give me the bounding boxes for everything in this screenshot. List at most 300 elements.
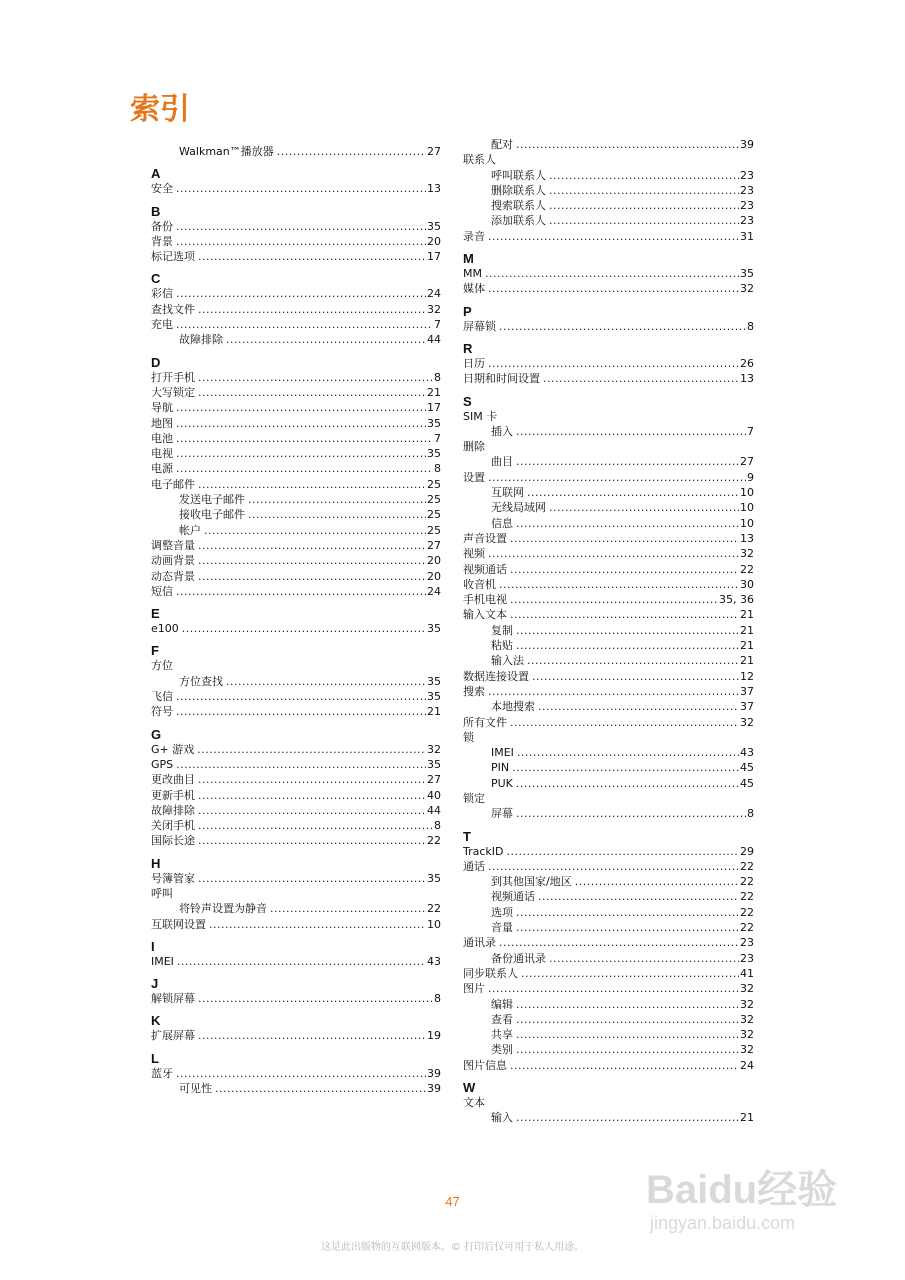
section-letter: E	[151, 606, 160, 622]
dot-leader	[549, 168, 739, 183]
dot-leader	[198, 833, 426, 848]
entry-term: 音量	[491, 921, 513, 935]
dot-leader	[512, 760, 739, 775]
dot-leader	[516, 905, 739, 920]
entry-term: IMEI	[491, 746, 514, 760]
entry-page: 44	[427, 333, 441, 347]
entry-term: TrackID	[463, 844, 504, 858]
entry-page: 8	[747, 807, 754, 821]
entry-term: PUK	[491, 776, 513, 790]
dot-leader	[177, 954, 426, 969]
entry-page: 25	[427, 477, 441, 491]
index-column-left	[151, 144, 441, 1096]
dot-leader	[510, 531, 739, 546]
entry-term: 更改曲目	[151, 773, 195, 787]
index-entry	[151, 538, 441, 553]
index-entry	[151, 621, 441, 636]
index-entry	[463, 409, 754, 424]
dot-leader	[516, 920, 739, 935]
section-letter: C	[151, 271, 161, 287]
entry-page: 8	[434, 992, 441, 1006]
entry-page: 22	[427, 902, 441, 916]
dot-leader	[517, 745, 739, 760]
entry-page: 35	[427, 447, 441, 461]
dot-leader	[198, 788, 426, 803]
dot-leader	[176, 1066, 426, 1081]
index-entry	[463, 356, 754, 371]
entry-page: 17	[427, 250, 441, 264]
entry-term: 设置	[463, 470, 485, 484]
entry-term: 接收电子邮件	[179, 508, 245, 522]
dot-leader	[516, 424, 746, 439]
dot-leader	[510, 562, 739, 577]
index-section	[151, 939, 441, 969]
dot-leader	[198, 477, 426, 492]
entry-page: 27	[427, 773, 441, 787]
entry-term: 图片	[463, 982, 485, 996]
entry-term: 打开手机	[151, 370, 195, 384]
dot-leader	[176, 689, 426, 704]
index-entry	[151, 400, 441, 415]
dot-leader	[516, 623, 739, 638]
index-entry	[463, 424, 754, 439]
dot-leader	[209, 917, 426, 932]
entry-page: 17	[427, 401, 441, 415]
dot-leader	[488, 470, 746, 485]
dot-leader	[198, 553, 426, 568]
index-section	[463, 304, 754, 334]
entry-term: 输入文本	[463, 608, 507, 622]
index-entry	[463, 745, 754, 760]
entry-term: 删除	[463, 440, 485, 454]
entry-page: 22	[427, 834, 441, 848]
watermark-logo: Baidu经验	[646, 1168, 838, 1212]
entry-term: 到其他国家/地区	[491, 875, 572, 889]
index-entry	[151, 431, 441, 446]
index-entry	[463, 935, 754, 950]
entry-page: 12	[740, 669, 754, 683]
entry-page: 45	[740, 761, 754, 775]
entry-term: 背景	[151, 234, 173, 248]
dot-leader	[215, 1081, 426, 1096]
section-letter: K	[151, 1013, 161, 1029]
index-section	[151, 976, 441, 1006]
index-entry	[151, 704, 441, 719]
entry-term: 复制	[491, 623, 513, 637]
index-entry	[463, 844, 754, 859]
entry-page: 32	[427, 302, 441, 316]
entry-page: 9	[747, 470, 754, 484]
entry-term: 输入	[491, 1111, 513, 1125]
index-entry	[463, 546, 754, 561]
entry-page: 37	[740, 700, 754, 714]
entry-term: 方位	[151, 659, 173, 673]
index-entry	[463, 905, 754, 920]
entry-page: 35, 36	[719, 593, 754, 607]
dot-leader	[499, 935, 739, 950]
entry-term: 号簿管家	[151, 871, 195, 885]
entry-page: 27	[740, 455, 754, 469]
entry-page: 35	[740, 267, 754, 281]
dot-leader	[549, 500, 739, 515]
entry-term: 手机电视	[463, 593, 507, 607]
dot-leader	[176, 286, 426, 301]
entry-page: 25	[427, 493, 441, 507]
index-entry	[463, 607, 754, 622]
section-letter: L	[151, 1050, 159, 1066]
index-entry	[151, 954, 441, 969]
index-entry	[151, 492, 441, 507]
index-section	[151, 355, 441, 599]
index-section	[151, 727, 441, 849]
dot-leader	[549, 183, 739, 198]
entry-page: 35	[427, 219, 441, 233]
index-entry	[151, 370, 441, 385]
entry-term: 故障排除	[151, 803, 195, 817]
entry-page: 31	[740, 229, 754, 243]
entry-page: 32	[740, 547, 754, 561]
entry-page: 22	[740, 890, 754, 904]
dot-leader	[510, 715, 739, 730]
entry-term: 电视	[151, 447, 173, 461]
entry-term: 日期和时间设置	[463, 372, 540, 386]
section-letter: S	[463, 393, 472, 409]
entry-page: 29	[740, 844, 754, 858]
index-section	[151, 643, 441, 719]
entry-page: 32	[740, 1043, 754, 1057]
index-entry	[463, 562, 754, 577]
entry-page: 23	[740, 951, 754, 965]
dot-leader	[198, 249, 426, 264]
index-entry	[463, 470, 754, 485]
index-entry	[463, 516, 754, 531]
entry-term: 编辑	[491, 997, 513, 1011]
dot-leader	[516, 137, 739, 152]
entry-page: 39	[427, 1066, 441, 1080]
entry-term: SIM 卡	[463, 409, 498, 423]
entry-term: 调整音量	[151, 538, 195, 552]
entry-term: 搜索联系人	[491, 199, 546, 213]
index-entry	[463, 319, 754, 334]
entry-page: 35	[427, 690, 441, 704]
index-entry	[463, 806, 754, 821]
entry-term: 搜索	[463, 684, 485, 698]
entry-page: 20	[427, 554, 441, 568]
dot-leader	[226, 332, 426, 347]
index-entry	[151, 477, 441, 492]
entry-page: 21	[740, 654, 754, 668]
entry-term: 屏幕锁	[463, 319, 496, 333]
index-entry	[463, 997, 754, 1012]
entry-page: 10	[740, 501, 754, 515]
section-letter: A	[151, 166, 161, 182]
dot-leader	[532, 669, 739, 684]
dot-leader	[499, 319, 746, 334]
dot-leader	[510, 592, 718, 607]
entry-term: 大写锁定	[151, 385, 195, 399]
index-entry	[151, 901, 441, 916]
dot-leader	[485, 266, 739, 281]
entry-term: 动画背景	[151, 554, 195, 568]
entry-term: 选项	[491, 905, 513, 919]
index-entry	[463, 371, 754, 386]
index-entry	[463, 653, 754, 668]
index-entry	[463, 638, 754, 653]
entry-term: 将铃声设置为静音	[179, 902, 267, 916]
dot-leader	[176, 704, 426, 719]
index-entry	[463, 920, 754, 935]
index-entry	[463, 791, 754, 806]
index-entry	[151, 144, 441, 159]
entry-page: 22	[740, 859, 754, 873]
section-letter: I	[151, 938, 155, 954]
index-entry	[463, 454, 754, 469]
entry-term: 所有文件	[463, 715, 507, 729]
dot-leader	[198, 871, 426, 886]
index-entry	[151, 302, 441, 317]
entry-term: 电池	[151, 431, 173, 445]
index-entry	[463, 183, 754, 198]
entry-page: 27	[427, 145, 441, 158]
dot-leader	[176, 584, 426, 599]
entry-page: 7	[434, 431, 441, 445]
index-entry	[151, 788, 441, 803]
dot-leader	[516, 1110, 739, 1125]
index-entry	[463, 168, 754, 183]
section-letter: F	[151, 643, 159, 659]
entry-page: 24	[740, 1058, 754, 1072]
section-letter: R	[463, 340, 473, 356]
index-entry	[151, 674, 441, 689]
dot-leader	[516, 454, 739, 469]
entry-page: 32	[740, 282, 754, 296]
index-entry	[463, 1042, 754, 1057]
dot-leader	[176, 317, 433, 332]
dot-leader	[521, 966, 739, 981]
entry-term: 信息	[491, 516, 513, 530]
dot-leader	[516, 638, 739, 653]
dot-leader	[176, 461, 433, 476]
entry-page: 41	[740, 966, 754, 980]
entry-page: 23	[740, 183, 754, 197]
entry-term: 导航	[151, 401, 173, 415]
section-letter: G	[151, 726, 162, 742]
entry-page: 23	[740, 199, 754, 213]
dot-leader	[204, 523, 426, 538]
dot-leader	[488, 281, 739, 296]
dot-leader	[488, 981, 739, 996]
index-entry	[151, 249, 441, 264]
entry-term: 扩展屏幕	[151, 1029, 195, 1043]
entry-term: 关闭手机	[151, 819, 195, 833]
dot-leader	[176, 400, 426, 415]
entry-page: 13	[427, 182, 441, 196]
entry-term: MM	[463, 267, 482, 281]
entry-term: 国际长途	[151, 834, 195, 848]
entry-page: 25	[427, 523, 441, 537]
entry-term: 屏幕	[491, 807, 513, 821]
index-entry	[151, 803, 441, 818]
index-entry	[463, 152, 754, 167]
entry-term: 更新手机	[151, 788, 195, 802]
index-entry	[151, 461, 441, 476]
footer-note: 这是此出版物的互联网版本。© 打印后仅可用于私人用途。	[320, 1242, 585, 1253]
entry-term: 备份	[151, 219, 173, 233]
entry-term: PIN	[491, 761, 510, 775]
index-entry	[463, 623, 754, 638]
index-entry	[463, 1027, 754, 1042]
index-entry	[151, 742, 441, 757]
page-number: 47	[445, 1194, 460, 1209]
entry-page: 39	[427, 1082, 441, 1096]
dot-leader	[248, 507, 426, 522]
dot-leader	[198, 991, 433, 1006]
index-entry	[151, 523, 441, 538]
dot-leader	[198, 772, 426, 787]
index-entry	[151, 757, 441, 772]
dot-leader	[575, 874, 739, 889]
entry-term: G+ 游戏	[151, 742, 195, 756]
dot-leader	[499, 577, 739, 592]
index-entry	[151, 507, 441, 522]
entry-term: 曲目	[491, 455, 513, 469]
entry-page: 8	[747, 319, 754, 333]
index-entry	[151, 584, 441, 599]
entry-page: 10	[427, 917, 441, 931]
entry-term: 类别	[491, 1043, 513, 1057]
index-entry	[151, 1028, 441, 1043]
entry-term: 飞信	[151, 690, 173, 704]
entry-page: 25	[427, 508, 441, 522]
index-entry	[463, 439, 754, 454]
entry-term: 本地搜索	[491, 700, 535, 714]
index-entry	[463, 966, 754, 981]
entry-page: 24	[427, 287, 441, 301]
dot-leader	[198, 538, 426, 553]
section-letter: M	[463, 251, 474, 267]
entry-term: 视频通话	[491, 890, 535, 904]
entry-page: 23	[740, 936, 754, 950]
entry-page: 21	[740, 608, 754, 622]
index-section	[463, 1080, 754, 1126]
entry-page: 23	[740, 168, 754, 182]
entry-page: 40	[427, 788, 441, 802]
index-section	[151, 166, 441, 196]
dot-leader	[488, 546, 739, 561]
index-section	[463, 251, 754, 297]
entry-page: 26	[740, 356, 754, 370]
entry-term: e100	[151, 622, 179, 636]
index-entry	[151, 772, 441, 787]
index-entry	[463, 531, 754, 546]
entry-term: IMEI	[151, 954, 174, 968]
index-entry	[151, 553, 441, 568]
entry-term: 配对	[491, 138, 513, 151]
dot-leader	[527, 653, 739, 668]
entry-page: 35	[427, 674, 441, 688]
index-entry	[463, 889, 754, 904]
page-title: 索引	[130, 92, 190, 127]
entry-term: 删除联系人	[491, 183, 546, 197]
entry-term: 短信	[151, 584, 173, 598]
entry-term: 添加联系人	[491, 214, 546, 228]
entry-term: 互联网	[491, 486, 524, 500]
dot-leader	[516, 806, 746, 821]
index-entry	[463, 684, 754, 699]
entry-term: 符号	[151, 705, 173, 719]
index-entry	[463, 715, 754, 730]
entry-term: 插入	[491, 424, 513, 438]
dot-leader	[176, 416, 426, 431]
dot-leader	[198, 385, 426, 400]
entry-page: 13	[740, 372, 754, 386]
index-entry	[463, 859, 754, 874]
entry-term: 查找文件	[151, 302, 195, 316]
entry-term: GPS	[151, 757, 174, 771]
entry-term: 联系人	[463, 153, 496, 167]
dot-leader	[248, 492, 426, 507]
index-entry	[463, 1012, 754, 1027]
dot-leader	[198, 818, 433, 833]
index-entry	[151, 991, 441, 1006]
index-section	[151, 856, 441, 932]
dot-leader	[176, 181, 426, 196]
index-section	[463, 137, 754, 244]
entry-term: 彩信	[151, 287, 173, 301]
entry-page: 10	[740, 486, 754, 500]
dot-leader	[176, 234, 426, 249]
entry-term: 方位查找	[179, 674, 223, 688]
entry-page: 13	[740, 531, 754, 545]
dot-leader	[277, 144, 426, 159]
index-entry	[463, 1095, 754, 1110]
dot-leader	[197, 742, 426, 757]
entry-page: 35	[427, 416, 441, 430]
entry-page: 21	[427, 705, 441, 719]
entry-page: 8	[434, 462, 441, 476]
index-entry	[463, 951, 754, 966]
entry-term: 呼叫联系人	[491, 168, 546, 182]
index-entry	[463, 730, 754, 745]
entry-term: 视频通话	[463, 562, 507, 576]
dot-leader	[516, 997, 739, 1012]
dot-leader	[198, 569, 426, 584]
entry-term: 发送电子邮件	[179, 493, 245, 507]
entry-term: 解锁屏幕	[151, 992, 195, 1006]
entry-term: 呼叫	[151, 886, 173, 900]
entry-page: 32	[740, 1028, 754, 1042]
index-entry	[463, 213, 754, 228]
index-section	[151, 1013, 441, 1043]
section-letter: W	[463, 1080, 476, 1096]
index-section	[463, 341, 754, 387]
entry-term: 图片信息	[463, 1058, 507, 1072]
dot-leader	[488, 859, 739, 874]
entry-term: 互联网设置	[151, 917, 206, 931]
entry-term: 电子邮件	[151, 477, 195, 491]
index-entry	[463, 699, 754, 714]
index-section	[151, 1051, 441, 1097]
entry-term: 锁定	[463, 791, 485, 805]
entry-page: 24	[427, 584, 441, 598]
section-letter: P	[463, 303, 472, 319]
dot-leader	[198, 1028, 426, 1043]
index-entry	[151, 286, 441, 301]
dot-leader	[176, 431, 433, 446]
entry-page: 37	[740, 684, 754, 698]
entry-page: 35	[427, 757, 441, 771]
entry-term: 可见性	[179, 1082, 212, 1096]
